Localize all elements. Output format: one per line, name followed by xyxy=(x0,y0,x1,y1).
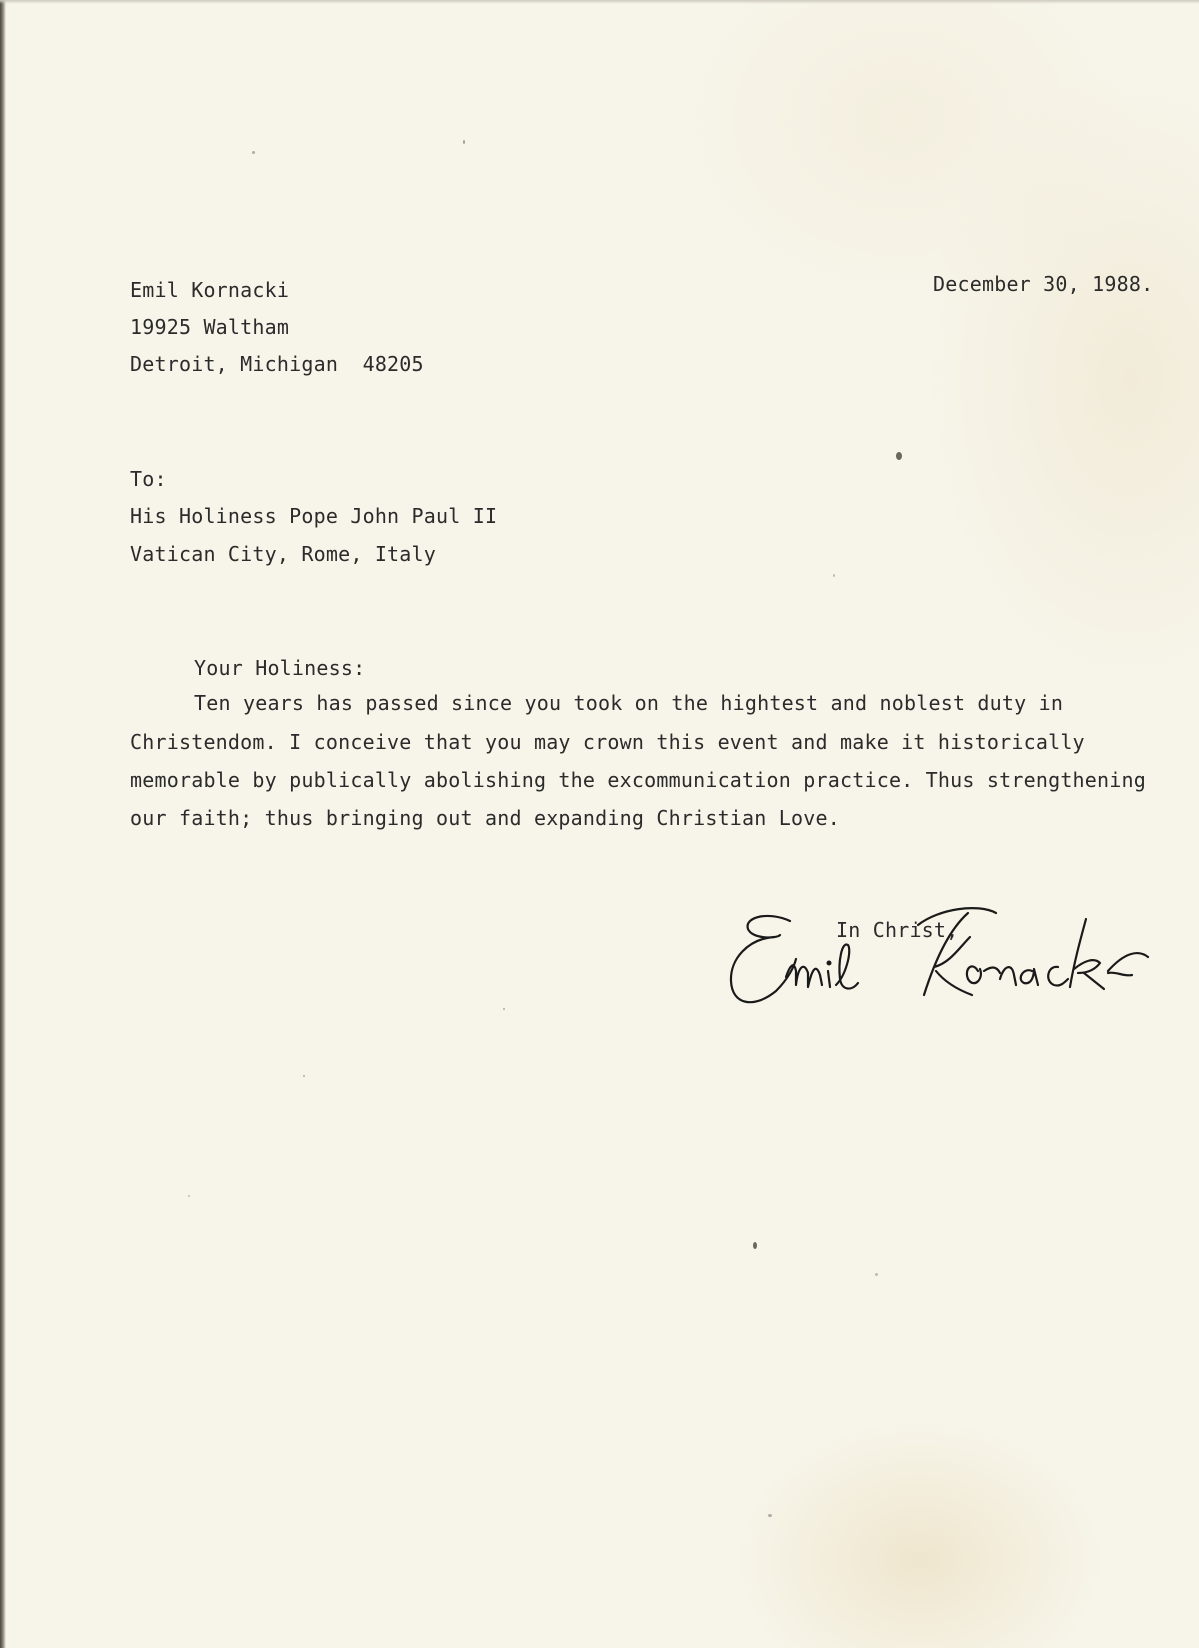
sender-city: Detroit, Michigan 48205 xyxy=(130,352,424,376)
body-line: memorable by publically abolishing the excommunication practice. Thus strengthening xyxy=(130,768,1147,792)
salutation: Your Holiness: xyxy=(194,656,366,680)
body-line: our faith; thus bringing out and expanding Christian Love. xyxy=(130,806,840,830)
paper-speck xyxy=(503,1008,505,1010)
sender-street: 19925 Waltham xyxy=(130,315,290,339)
closing: In Christ, xyxy=(836,918,959,942)
to-label: To: xyxy=(130,467,167,491)
paper-speck xyxy=(188,1195,190,1197)
paper-speck xyxy=(303,1075,305,1077)
page-left-edge-shadow xyxy=(0,0,6,1648)
paper-speck xyxy=(833,574,835,577)
page-top-edge xyxy=(0,0,1199,4)
body-line: Christendom. I conceive that you may crown this event and make it historically xyxy=(130,730,1085,754)
body-line: Ten years has passed since you took on the hightest and noblest duty in xyxy=(194,691,1064,715)
letter-date: December 30, 1988. xyxy=(933,272,1154,296)
handwritten-signature xyxy=(728,905,1199,1020)
recipient-name: His Holiness Pope John Paul II xyxy=(130,504,498,528)
paper-speck xyxy=(753,1242,757,1249)
paper-speck xyxy=(875,1273,878,1276)
recipient-address: Vatican City, Rome, Italy xyxy=(130,542,437,566)
paper-speck xyxy=(896,452,902,460)
paper-speck xyxy=(768,1514,772,1517)
paper-speck xyxy=(252,151,255,154)
paper-speck xyxy=(463,140,465,144)
sender-name: Emil Kornacki xyxy=(130,278,290,302)
